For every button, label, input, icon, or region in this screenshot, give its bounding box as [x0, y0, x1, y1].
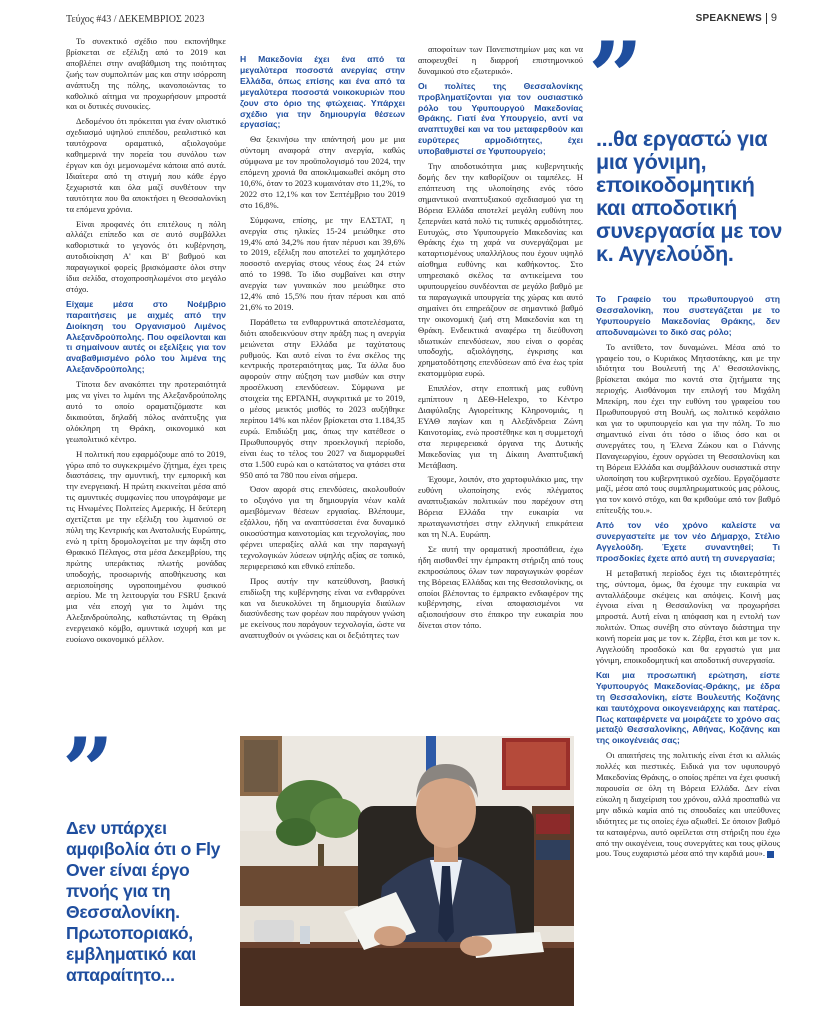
end-mark-icon	[767, 851, 774, 858]
portrait-illustration	[240, 736, 574, 1006]
issue-label: Τεύχος #43 / ΔΕΚΕΜΒΡΙΟΣ 2023	[66, 14, 205, 25]
article-column-3	[418, 44, 583, 720]
body-paragraph: Έχουμε, λοιπόν, στο χαρτοφυλάκιο μας, την ευθύνη υλοποίησης ενός πλέγματος αναπτυξιακών πολιτικών που παρέχουν στη Βόρεια Ελλάδα την ευκαιρία να πρωταγωνιστήσει στην ελληνική επικράτεια και τη Ν.Α. Ευρώπη.	[418, 474, 583, 539]
pull-quote-left: Δεν υπάρχει αμφιβολία ότι ο Fly Over είναι έργο πνοής για τη Θεσσαλονίκη. Πρωτοποριακό, εμβληματικό και απαραίτητο...	[66, 818, 221, 985]
brand-logo: SPEAKNEWS	[695, 12, 762, 24]
interview-question: Οι πολίτες της Θεσσαλονίκης προβληματίζονται για τον ουσιαστικό ρόλο του Υφυπουργού Μακεδονίας Θράκης. Γιατί ένα Υπουργείο, αντί να αναπτυχθεί και να του μεταφερθούν και ευρύτερες αρμοδιότητες, έχει υποβαθμιστεί σε Υφυπουργείο;	[418, 80, 583, 157]
body-paragraph: Σε αυτή την οραματική προσπάθεια, έχω ήδη αισθανθεί την έμπρακτη στήριξη από τους εκπροσώπους όλων των παραγωγικών φορέων της Βόρειας Ελλάδας και της Θεσσαλονίκης, οι οποίοι βλέποντας το έμπρακτο ενδιαφέρον της κυβέρνησης, είναι αποφασισμένοι να αξιοποιήσουν στο έπακρο την ευκαιρία που δίνεται στον τόπο.	[418, 543, 583, 631]
body-paragraph: Όσον αφορά στις επενδύσεις, ακολουθούν το οξυγόνο για τη δημιουργία νέων καλά αμειβόμενων θέσεων εργασίας. Βλέπουμε, εξάλλου, ήδη να αναπτύσσεται ένα δυναμικό οικοσύστημα καινοτομίας και τεχνολογίας, που φέρνει υπεραξίες αλλά και την παραγωγή τεχνολογικών λύσεων υψηλής αξίας σε τοπικό, περιφερειακό και εθνικό επίπεδο.	[240, 484, 405, 571]
portrait-photo	[240, 736, 574, 1006]
body-paragraph: Η μεταβατική περίοδος έχει τις ιδιαιτερότητές της, σύντομα, όμως, θα έχουμε την ευκαιρία να ανταλλάξουμε σκέψεις και απόψεις. Κοινή μας έγνοια είναι η Θεσσαλονίκη να προχωρήσει μπροστά. Αυτή είναι η απόφαση και η εντολή των πολιτών. Όπως συνέβη στο σύνταγο διάστημα την κοινή πορεία μας με τον κ. Ζέρβα, έτσι και με τον κ. Αγγελούδη προσδοκώ και θα εργαστώ για μια γόνιμη, εποικοδομητική και αποδοτική συνεργασία.	[596, 567, 780, 665]
quote-mark-icon: ”	[62, 718, 114, 824]
page-header	[0, 0, 819, 32]
article-column-4	[596, 294, 780, 1009]
body-paragraph: Θα ξεκινήσω την απάντησή μου με μια σύντομη αναφορά στην ανεργία, καθώς σύμφωνα με τον προϋπολογισμό του 2024, την επόμενη χρονιά θα αποκλιμακωθεί ακόμη στο 10,6%, όταν το 2023 κυμαινόταν στο 11,2%, το 2022 στο 12,1% και τον Σεπτέμβριο του 2019 στο 16,8%.	[240, 134, 405, 210]
body-paragraph: Επιπλέον, στην εποπτική μας ευθύνη εμπίπτουν η ΔΕΘ-Helexpo, το Κέντρο Διαφύλαξης Αγιορείτικης Κληρονομιάς, η ΕΥΑΘ παγίων και η Αλεξάνδρεια Ζώνη Καινοτομίας, ενώ προστέθηκε και η συμμετοχή στα περιφερειακά όργανα της Δυτικής Μακεδονίας για τη Δίκαιη Αναπτυξιακή Μετάβαση.	[418, 383, 583, 470]
article-column-1	[66, 36, 226, 726]
body-paragraph: Δεδομένου ότι πρόκειται για έναν ολιστικό σχεδιασμό υψηλού επιπέδου, ρεαλιστικό και ταυτόχρονα οραματικό, αξιολογούμε καθημερινά την πορεία του συνόλου των έργων και όχι μεμονωμένα κάποια από αυτά. Ιδιαίτερα από τη στιγμή που κάθε έργο ξεχωριστά και όλα μαζί συνθέτουν την ταυτότητα που θα αποκτήσει η Θεσσαλονίκη τα επόμενα χρόνια.	[66, 116, 226, 214]
body-paragraph: Τίποτα δεν ανακόπτει την προτεραιότητά μας να γίνει το λιμάνι της Αλεξανδρούπολης αυτό το οποίο οραματιζόμαστε και δικαιούται, δηλαδή πόλος ανάπτυξης για ολόκληρη τη Θράκη, οικονομικό και γεωπολιτικό κέντρο.	[66, 379, 226, 444]
interview-question: Η Μακεδονία έχει ένα από τα μεγαλύτερα ποσοστά ανεργίας στην Ελλάδα, όπως επίσης και ένα από τα μεγαλύτερα ποσοστά νοικοκυριών που ζουν στο όριο της φτώχειας. Υπάρχει σχέδιο για την δημιουργία θέσεων εργασίας;	[240, 54, 405, 130]
brand-separator	[766, 13, 767, 24]
pull-quote-right: ...θα εργαστώ για μια γόνιμη, εποικοδομητική και αποδοτική συνεργασία με τον κ. Αγγελούδη.	[596, 127, 783, 266]
interview-question: Από τον νέο χρόνο καλείστε να συνεργαστείτε με τον νέο Δήμαρχο, Στέλιο Αγγελούδη. Έχετε συναντηθεί; Τι προσδοκίες έχετε από αυτή τη συνεργασία;	[596, 520, 780, 563]
body-paragraph: Είναι προφανές ότι επιτέλους η πόλη αλλάζει επίπεδο και σε αυτό συμβάλλει καθοριστικά το γεγονός ότι κυβέρνηση, αυτοδιοίκηση Α' και Β' βαθμού και παραγωγικοί φορείς βρισκόμαστε όλοι στην ίδια σελίδα, στοχοπροσηλωμένοι στο μεγάλο στόχο.	[66, 218, 226, 294]
interview-question: Είχαμε μέσα στο Νοέμβριο παραιτήσεις με αιχμές από την Διοίκηση του Οργανισμού Λιμένος Αλεξανδρούπολης. Που οφείλονται και τι σημαίνουν αυτές οι εξελίξεις για τον αναβαθμισμένο ρόλο του λιμένα της Αλεξανδρούπολης;	[66, 298, 226, 375]
quote-mark-icon: ”	[588, 21, 644, 134]
body-paragraph: Την αποδοτικότητα μιας κυβερνητικής δομής δεν την καθορίζουν οι ταμπέλες. Η επόπτευση της υλοποίησης ενός τόσο σημαντικού αναπτυξιακού σχεδιασμού για τη Βόρεια Ελλάδα αποτελεί μεγάλη ευθύνη που ξεπερνάει κατά πολύ τις τυπικές αρμοδιότητες. Ευτυχώς, στο Υφυπουργείο Μακεδονίας και Θράκης έχω τη χαρά να συνεργάζομαι με καταρτισμένους υπαλλήλους που έχουν υψηλό αίσθημα ευθύνης και καθήκοντος. Στο υπηρεσιακό σκέλος τα αντικείμενα του υφυπουργείου συνδέονται σε μεγάλο βαθμό με τα παραγωγικά υπουργεία της χώρας και αυτό σημαίνει ότι επηρεάζουν σε σημαντικό βαθμό την οικονομική ζωή στη Μακεδονία και τη Θράκη. Ενδεικτικά αναφέρω τη διεύθυνση ιδιωτικών επενδύσεων, που είναι ο φορέας υποδοχής, αξιολόγησης, έγκρισης και χρηματοδότησης επενδύσεων από ένα έως τρία εκατομμύρια ευρώ.	[418, 161, 583, 379]
body-paragraph: αποφοίτων των Πανεπιστημίων μας και να αποφευχθεί η διαρροή επιστημονικού δυναμικού στο εξωτερικό».	[418, 44, 583, 76]
body-paragraph: Το συνεκτικό σχέδιο που εκπονήθηκε βρίσκεται σε εξέλιξη από το 2019 και αποβλέπει στην αναβάθμιση της ποιότητας ζωής των συμπολιτών μας και στην ισόρροπη ανάπτυξη της πόλης, ικανοποιώντας το καθολικό αίτημα να προχωρήσουν μπροστά και οι δυτικές συνοικίες.	[66, 36, 226, 112]
page-number: 9	[770, 12, 777, 24]
brand	[696, 12, 777, 24]
article-column-2	[240, 54, 405, 748]
body-paragraph: Προς αυτήν την κατεύθυνση, βασική επιδίωξη της κυβέρνησης είναι να ενθαρρύνει και να διευκολύνει τη δημιουργία διαύλων διασύνδεσης των φορέων που παράγουν γνώση με εκείνους που παράγουν τεχνολογία, ώστε να αναπτυχθούν οι γνώσεις και οι δεξιότητες των	[240, 575, 405, 641]
interview-question: Το Γραφείο του πρωθυπουργού στη Θεσσαλονίκη, που συστεγάζεται με το Υφυπουργείο Μακεδονίας Θράκης, δεν αποδυναμώνει το δικό σας ρόλο;	[596, 294, 780, 337]
interview-question: Και μια προσωπική ερώτηση, είστε Υφυπουργός Μακεδονίας-Θράκης, με έδρα τη Θεσσαλονίκη, είστε Βουλευτής Κοζάνης και ταυτόχρονα οικογενειάρχης και πατέρας. Πως καταφέρνετε να μοιράζετε το χρόνο σας μεταξύ Θεσσαλονίκης, Αθήνας, Κοζάνης και της οικογένειάς σας;	[596, 669, 780, 746]
body-paragraph: Οι απαιτήσεις της πολιτικής είναι έτσι κι αλλιώς πολλές και πιεστικές. Ειδικά για τον υφυπουργό Μακεδονίας Θράκης, ο οποίος πρέπει να έχει φυσική παρουσία σε όλη τη Βόρεια Ελλάδα. Δεν είναι εύκολη η διαχείριση του χρόνου, αλλά προσπαθώ να μην αδικώ καμία από τις σπουδαίες και υπεύθυνες ιδιότητες με τις οποίες έχω αξιωθεί. Σε όποιον βαθμό τα καταφέρνω, αυτό οφείλεται στη στήριξη που έχω από την οικογένεια, τους συνεργάτες και τους φίλους μου. Τους ευχαριστώ μέσα από την καρδιά μου».	[596, 750, 780, 859]
body-paragraph: Το αντίθετο, τον δυναμώνει. Μέσα από το γραφείο του, ο Κυριάκος Μητσοτάκης, και με την ιδιότητα του Βουλευτή της Α' Θεσσαλονίκης, βρίσκεται ακόμα πιο κοντά στα ζητήματα της περιοχής. Αισθάνομαι την επιλογή του Μιχάλη Μπεκίρη, που έχει την ευθύνη του γραφείου του Πρωθυπουργού στη Βουλή, ως πολιτικό κεφάλαιο και για το υφυπουργείο και για την πόλη. Το πιο σημαντικό είναι ότι τόσο ο ίδιος όσο και οι συνεργάτες του, η Έλενα Ζώκου και ο Γιάννης Παναγεωργίου, έχουν οργώσει τη Θεσσαλονίκη και τη Βόρεια Ελλάδα και συμβάλλουν ουσιαστικά στην υλοποίηση του κυβερνητικού σχεδίου. Εργαζόμαστε μαζί, μέσα από τους συμπληρωματικούς μας ρόλους, για τον κοινό στόχο, και θα κριθούμε από τον βαθμό επίτευξής του.».	[596, 341, 780, 516]
body-paragraph: Σύμφωνα, επίσης, με την ΕΛΣΤΑΤ, η ανεργία στις ηλικίες 15-24 μειώθηκε στο 19,4% από 34,2% που ήταν πέρυσι και 39,6% το 2019, εξέλιξη που αποτελεί το χαμηλότερο ποσοστό ανεργίας στους νέους έως 24 ετών από το 1998. Το ίδιο συμβαίνει και στην ανεργία των γυναικών που μειώθηκε στο 12,4% από 15,5% που ήταν πέρυσι και από 21,6% το 2019.	[240, 214, 405, 312]
body-paragraph: Παράθετω τα ενθαρρυντικά αποτελέσματα, διότι αποδεικνύουν στην πράξη πως η ανεργία μειώνεται στην Ελλάδα με ταχύτατους ρυθμούς. Και αυτό είναι το ένα σκέλος της κεντρικής προτεραιότητας μας. Τα άλλα δυο αφορούν στην αύξηση των μισθών και στην προσέλκυση επενδύσεων. Σύμφωνα με στοιχεία της ΕΡΓΑΝΗ, συγκριτικά με το 2019, ο μέσος μεικτός μισθός το 2023 αυξήθηκε περίπου 14% και πλέον βρίσκεται στα 1.184,35 ευρώ. Επιδιώξη μας, όπως την κατέθεσε ο Πρωθυπουργός στην προεκλογική περίοδο, είναι έως το τέλος του 2027 να διαμορφωθεί στα 1.500 ευρώ και ο κατώτατος να φτάσει στα 950 από τα 780 που είναι σήμερα.	[240, 316, 405, 480]
body-paragraph: Η πολιτική που εφαρμόζουμε από το 2019, γύρω από το συγκεκριμένο ζήτημα, έχει τρεις διαστάσεις, την αμυντική, την εμπορική και την ενεργειακή. Η πρώτη εκκινείται μέσα από τις αμυντικές συμφωνίες που υπογράψαμε με τις Ηνωμένες Πολιτείες Αμερικής. Η δεύτερη σχετίζεται με την εξέλιξη του λιμανιού σε πύλη της Κεντρικής και Ανατολικής Ευρώπης, ενώ η τρίτη δρομολογείται με την άφιξη στο Θρακικό Πέλαγος, στα μέσα Δεκεμβρίου, της πρώτης υπεράκτιας πλωτής μονάδας υποδοχής, προσωρινής αποθήκευσης και αεριοποίησης υγροποιημένου φυσικού αερίου. Με τη λειτουργία του FSRU ξεκινά μια νέα εποχή για το λιμάνι της Αλεξανδρούπολης, καθιστώντας τη Θράκη ενεργειακό κόμβο, αμυντικά ισχυρή και με ευοίωνο οικονομικό μέλλον.	[66, 448, 226, 645]
